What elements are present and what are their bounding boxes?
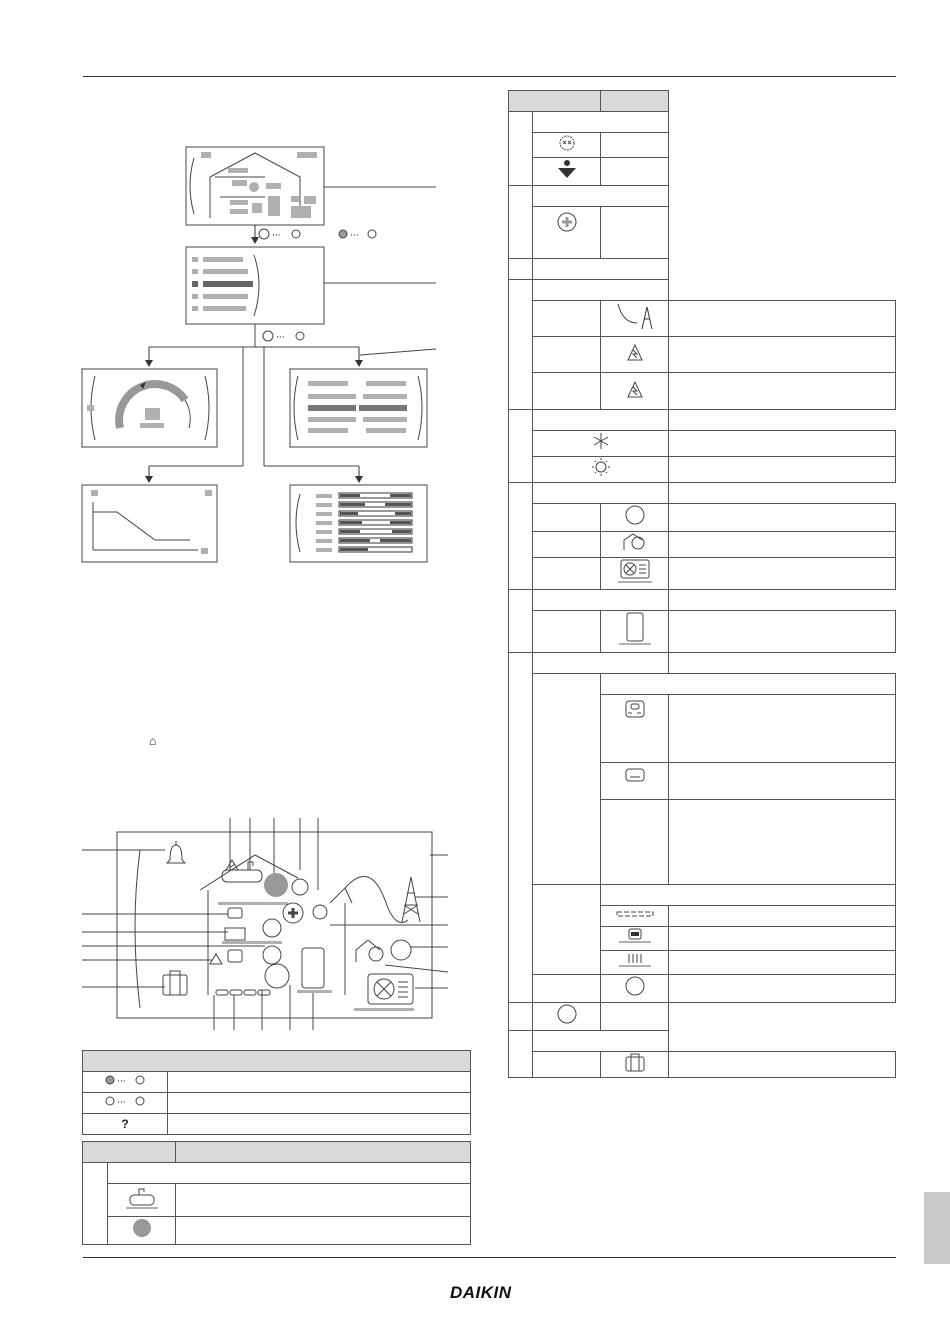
icon-legend-table-right <box>508 90 896 1078</box>
snowflake-icon <box>591 431 611 451</box>
svg-text:···: ··· <box>350 231 359 241</box>
icon-legend-table-left <box>82 1141 471 1245</box>
svg-text:···: ··· <box>272 231 281 241</box>
daikin-logo: DAIKIN <box>450 1283 512 1302</box>
help-icon: ? <box>83 1114 168 1135</box>
svg-text:···: ··· <box>117 1077 126 1087</box>
svg-text:···: ··· <box>117 1098 126 1108</box>
dial-legend-table <box>82 1050 471 1135</box>
svg-text:···: ··· <box>276 333 285 343</box>
home-icon: ⌂ <box>149 734 157 748</box>
